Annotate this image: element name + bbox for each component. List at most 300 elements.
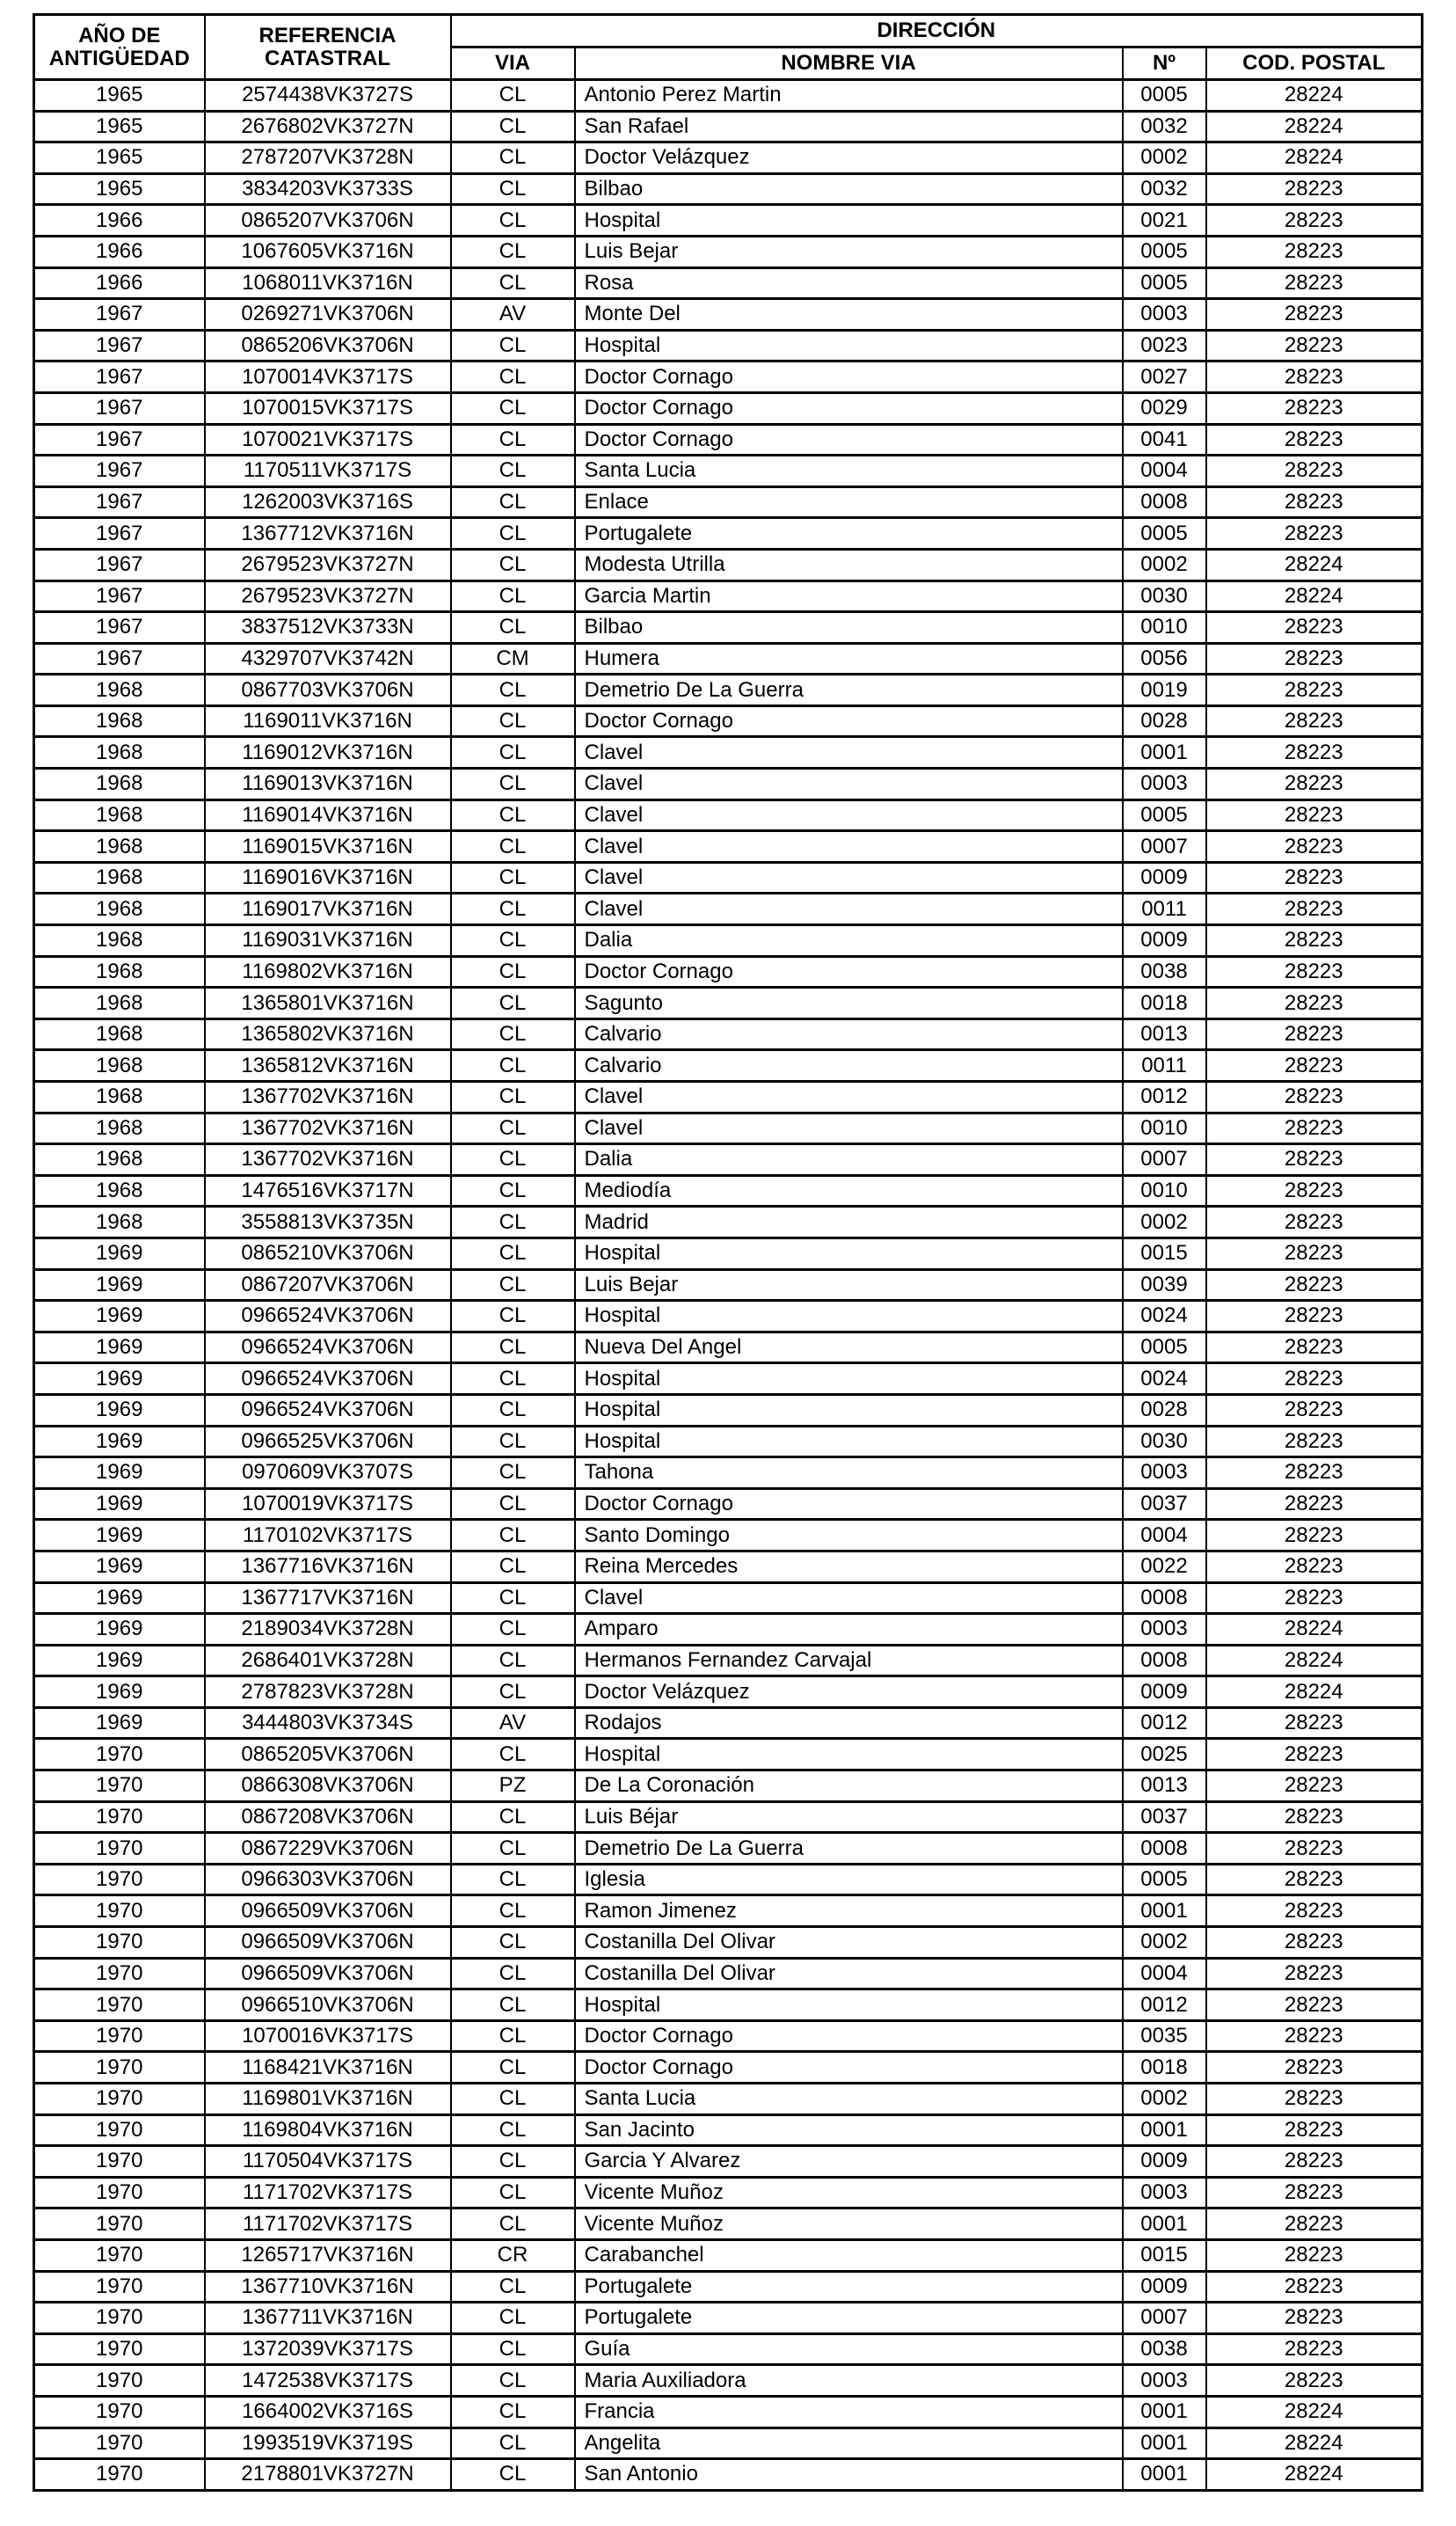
reference-cell: 0966524VK3706N [205,1394,451,1426]
street-name-cell: Francia [575,2396,1123,2427]
street-name-cell: Clavel [575,1582,1123,1614]
reference-cell: 1170504VK3717S [205,2146,451,2178]
reference-cell: 0865210VK3706N [205,1237,451,1269]
year-cell: 1967 [34,580,205,612]
street-name-cell: Vicente Muñoz [575,2208,1123,2240]
street-name-cell: Portugalete [575,2271,1123,2303]
table-row [34,1332,1423,1363]
postal-code-cell: 28223 [1206,799,1423,831]
street-name-cell: Clavel [575,1113,1123,1144]
via-cell: CL [451,799,575,831]
year-cell: 1968 [34,799,205,831]
year-cell: 1968 [34,1144,205,1176]
header-year [34,15,205,80]
year-cell: 1970 [34,2239,205,2271]
reference-cell: 0966303VK3706N [205,1864,451,1895]
table-row [34,1144,1423,1176]
table-row [34,2239,1423,2271]
street-name-cell: Iglesia [575,1864,1123,1895]
reference-cell: 1367711VK3716N [205,2303,451,2334]
number-cell: 0003 [1123,1614,1206,1646]
postal-code-cell: 28223 [1206,361,1423,393]
via-cell: CL [451,1332,575,1363]
table-row [34,2020,1423,2052]
street-name-cell: Hospital [575,1394,1123,1426]
year-cell: 1968 [34,925,205,957]
header-reference [205,15,451,80]
year-cell: 1970 [34,1864,205,1895]
year-cell: 1965 [34,80,205,112]
street-name-cell: Luis Bejar [575,1269,1123,1301]
via-cell: CL [451,1269,575,1301]
number-cell: 0018 [1123,988,1206,1019]
reference-cell: 3837512VK3733N [205,612,451,644]
year-cell: 1969 [34,1614,205,1646]
year-cell: 1968 [34,705,205,737]
reference-cell: 0966524VK3706N [205,1363,451,1395]
street-name-cell: Hospital [575,205,1123,237]
year-cell: 1969 [34,1426,205,1457]
table-row [34,1082,1423,1113]
postal-code-cell: 28223 [1206,2271,1423,2303]
postal-code-cell: 28223 [1206,236,1423,267]
number-cell: 0023 [1123,330,1206,361]
year-cell: 1967 [34,643,205,675]
postal-code-cell: 28223 [1206,1207,1423,1238]
postal-code-cell: 28223 [1206,1989,1423,2021]
table-row [34,1394,1423,1426]
via-cell: CL [451,2427,575,2459]
postal-code-cell: 28223 [1206,2146,1423,2178]
street-name-cell: Calvario [575,1018,1123,1050]
street-name-cell: San Jacinto [575,2114,1123,2146]
via-cell: CL [451,549,575,580]
via-cell: CL [451,1614,575,1646]
year-cell: 1968 [34,769,205,800]
table-row [34,173,1423,205]
street-name-cell: Sagunto [575,988,1123,1019]
table-row [34,1582,1423,1614]
year-cell: 1969 [34,1707,205,1739]
table-row [34,956,1423,988]
number-cell: 0002 [1123,1927,1206,1959]
via-cell: CL [451,1582,575,1614]
postal-code-cell: 28223 [1206,1833,1423,1865]
via-cell: CL [451,1488,575,1520]
reference-cell: 2686401VK3728N [205,1645,451,1676]
table-row [34,236,1423,267]
table-row [34,2396,1423,2427]
year-cell: 1965 [34,142,205,174]
reference-cell: 1476516VK3717N [205,1175,451,1207]
street-name-cell: Demetrio De La Guerra [575,1833,1123,1865]
postal-code-cell: 28223 [1206,925,1423,957]
reference-cell: 1265717VK3716N [205,2239,451,2271]
year-cell: 1967 [34,392,205,424]
table-row [34,1269,1423,1301]
reference-cell: 1367710VK3716N [205,2271,451,2303]
postal-code-cell: 28223 [1206,1770,1423,1802]
postal-code-cell: 28223 [1206,1739,1423,1770]
year-cell: 1970 [34,2333,205,2365]
street-name-cell: Maria Auxiliadora [575,2365,1123,2397]
year-cell: 1967 [34,424,205,456]
via-cell: CL [451,1144,575,1176]
postal-code-cell: 28223 [1206,205,1423,237]
reference-cell: 1169011VK3716N [205,705,451,737]
postal-code-cell: 28223 [1206,1082,1423,1113]
reference-cell: 1365801VK3716N [205,988,451,1019]
table-body [34,80,1423,2491]
year-cell: 1970 [34,1958,205,1989]
via-cell: CL [451,1050,575,1082]
table-row [34,1989,1423,2021]
via-cell: CL [451,2271,575,2303]
table-row [34,1958,1423,1989]
number-cell: 0005 [1123,799,1206,831]
reference-cell: 0966509VK3706N [205,1927,451,1959]
year-cell: 1967 [34,612,205,644]
via-cell: CL [451,392,575,424]
via-cell: CL [451,518,575,550]
street-name-cell: Amparo [575,1614,1123,1646]
via-cell: CL [451,2208,575,2240]
year-cell: 1969 [34,1269,205,1301]
year-cell: 1969 [34,1301,205,1332]
year-cell: 1970 [34,1739,205,1770]
number-cell: 0032 [1123,173,1206,205]
via-cell: CL [451,1237,575,1269]
reference-cell: 1070014VK3717S [205,361,451,393]
number-cell: 0013 [1123,1018,1206,1050]
via-cell: CL [451,1113,575,1144]
via-cell: CM [451,643,575,675]
reference-cell: 0865205VK3706N [205,1739,451,1770]
number-cell: 0002 [1123,142,1206,174]
via-cell: CL [451,1551,575,1582]
reference-cell: 1372039VK3717S [205,2333,451,2365]
reference-cell: 0269271VK3706N [205,299,451,331]
postal-code-cell: 28224 [1206,549,1423,580]
number-cell: 0003 [1123,1457,1206,1489]
table-row [34,675,1423,706]
postal-code-cell: 28223 [1206,267,1423,299]
postal-code-cell: 28223 [1206,1301,1423,1332]
number-cell: 0024 [1123,1301,1206,1332]
street-name-cell: Clavel [575,831,1123,863]
year-cell: 1970 [34,2146,205,2178]
reference-cell: 1169801VK3716N [205,2084,451,2115]
number-cell: 0008 [1123,1833,1206,1865]
via-cell: CL [451,142,575,174]
number-cell: 0004 [1123,1520,1206,1551]
number-cell: 0007 [1123,2303,1206,2334]
header-numero: Nº [1123,47,1206,80]
number-cell: 0037 [1123,1488,1206,1520]
street-name-cell: Clavel [575,769,1123,800]
postal-code-cell: 28223 [1206,2052,1423,2084]
reference-cell: 0865206VK3706N [205,330,451,361]
postal-code-cell: 28224 [1206,2459,1423,2491]
reference-cell: 1170511VK3717S [205,456,451,487]
postal-code-cell: 28223 [1206,1175,1423,1207]
reference-cell: 3444803VK3734S [205,1707,451,1739]
via-cell: CL [451,737,575,769]
street-name-cell: Reina Mercedes [575,1551,1123,1582]
via-cell: CL [451,1927,575,1959]
reference-cell: 0867703VK3706N [205,675,451,706]
street-name-cell: Doctor Cornago [575,2052,1123,2084]
reference-cell: 1070021VK3717S [205,424,451,456]
postal-code-cell: 28224 [1206,2396,1423,2427]
street-name-cell: Humera [575,643,1123,675]
number-cell: 0004 [1123,456,1206,487]
street-name-cell: Hospital [575,1237,1123,1269]
table-row [34,1833,1423,1865]
table-row [34,2177,1423,2208]
table-row [34,1488,1423,1520]
postal-code-cell: 28223 [1206,1927,1423,1959]
table-row [34,1363,1423,1395]
header-via: VIA [451,47,575,80]
reference-cell: 1168421VK3716N [205,2052,451,2084]
street-name-cell: Madrid [575,1207,1123,1238]
street-name-cell: Hospital [575,1301,1123,1332]
number-cell: 0013 [1123,1770,1206,1802]
number-cell: 0039 [1123,1269,1206,1301]
postal-code-cell: 28223 [1206,2239,1423,2271]
postal-code-cell: 28223 [1206,2365,1423,2397]
header-nombre-via: NOMBRE VIA [575,47,1123,80]
reference-cell: 2574438VK3727S [205,80,451,112]
number-cell: 0010 [1123,1175,1206,1207]
postal-code-cell: 28223 [1206,330,1423,361]
via-cell: CL [451,705,575,737]
number-cell: 0005 [1123,1332,1206,1363]
number-cell: 0011 [1123,894,1206,925]
reference-cell: 1169012VK3716N [205,737,451,769]
via-cell: CL [451,862,575,894]
street-name-cell: Doctor Cornago [575,392,1123,424]
reference-cell: 1169017VK3716N [205,894,451,925]
year-cell: 1969 [34,1488,205,1520]
postal-code-cell: 28223 [1206,675,1423,706]
table-row [34,80,1423,112]
table-row [34,1739,1423,1770]
reference-cell: 1993519VK3719S [205,2427,451,2459]
reference-cell: 2679523VK3727N [205,580,451,612]
street-name-cell: Guía [575,2333,1123,2365]
via-cell: CL [451,769,575,800]
reference-cell: 1070016VK3717S [205,2020,451,2052]
table-row [34,111,1423,142]
year-cell: 1970 [34,1833,205,1865]
year-cell: 1967 [34,518,205,550]
number-cell: 0002 [1123,1207,1206,1238]
postal-code-cell: 28223 [1206,2114,1423,2146]
table-row [34,518,1423,550]
postal-code-cell: 28223 [1206,173,1423,205]
table-row [34,1520,1423,1551]
year-cell: 1969 [34,1645,205,1676]
postal-code-cell: 28223 [1206,1551,1423,1582]
reference-cell: 1169016VK3716N [205,862,451,894]
year-cell: 1968 [34,675,205,706]
number-cell: 0015 [1123,1237,1206,1269]
reference-cell: 2189034VK3728N [205,1614,451,1646]
via-cell: CL [451,2459,575,2491]
street-name-cell: Garcia Martin [575,580,1123,612]
postal-code-cell: 28223 [1206,612,1423,644]
postal-code-cell: 28223 [1206,424,1423,456]
postal-code-cell: 28223 [1206,1457,1423,1489]
table-row [34,2146,1423,2178]
number-cell: 0021 [1123,205,1206,237]
table-row [34,2208,1423,2240]
year-cell: 1968 [34,956,205,988]
via-cell: CR [451,2239,575,2271]
via-cell: CL [451,2303,575,2334]
number-cell: 0030 [1123,1426,1206,1457]
street-name-cell: De La Coronación [575,1770,1123,1802]
year-cell: 1970 [34,1927,205,1959]
street-name-cell: Bilbao [575,612,1123,644]
year-cell: 1970 [34,2396,205,2427]
via-cell: CL [451,1394,575,1426]
street-name-cell: Costanilla Del Olivar [575,1927,1123,1959]
street-name-cell: Hermanos Fernandez Carvajal [575,1645,1123,1676]
via-cell: CL [451,2333,575,2365]
number-cell: 0041 [1123,424,1206,456]
via-cell: CL [451,1082,575,1113]
table-row [34,2459,1423,2491]
table-row [34,705,1423,737]
street-name-cell: Clavel [575,737,1123,769]
reference-cell: 1367716VK3716N [205,1551,451,1582]
via-cell: CL [451,2084,575,2115]
table-row [34,1457,1423,1489]
street-name-cell: Clavel [575,799,1123,831]
postal-code-cell: 28223 [1206,1113,1423,1144]
table-row [34,643,1423,675]
postal-code-cell: 28223 [1206,2333,1423,2365]
street-name-cell: Demetrio De La Guerra [575,675,1123,706]
number-cell: 0015 [1123,2239,1206,2271]
street-name-cell: Rodajos [575,1707,1123,1739]
via-cell: CL [451,424,575,456]
table-row [34,330,1423,361]
street-name-cell: Luis Béjar [575,1801,1123,1833]
table-row [34,862,1423,894]
year-cell: 1965 [34,111,205,142]
postal-code-cell: 28223 [1206,894,1423,925]
via-cell: CL [451,988,575,1019]
number-cell: 0005 [1123,236,1206,267]
reference-cell: 1171702VK3717S [205,2177,451,2208]
postal-code-cell: 28223 [1206,1707,1423,1739]
year-cell: 1969 [34,1582,205,1614]
number-cell: 0024 [1123,1363,1206,1395]
via-cell: CL [451,330,575,361]
street-name-cell: Portugalete [575,2303,1123,2334]
table-row [34,894,1423,925]
table-row [34,1175,1423,1207]
number-cell: 0009 [1123,1676,1206,1708]
via-cell: PZ [451,1770,575,1802]
reference-cell: 1365802VK3716N [205,1018,451,1050]
street-name-cell: Santa Lucia [575,456,1123,487]
postal-code-cell: 28223 [1206,705,1423,737]
year-cell: 1970 [34,1801,205,1833]
table-row [34,2427,1423,2459]
year-cell: 1968 [34,1113,205,1144]
number-cell: 0056 [1123,643,1206,675]
reference-cell: 1367712VK3716N [205,518,451,550]
street-name-cell: Garcia Y Alvarez [575,2146,1123,2178]
postal-code-cell: 28223 [1206,956,1423,988]
number-cell: 0009 [1123,2146,1206,2178]
street-name-cell: Doctor Cornago [575,424,1123,456]
table-row [34,361,1423,393]
number-cell: 0009 [1123,925,1206,957]
street-name-cell: Bilbao [575,173,1123,205]
street-name-cell: Dalia [575,1144,1123,1176]
postal-code-cell: 28223 [1206,456,1423,487]
number-cell: 0001 [1123,2208,1206,2240]
number-cell: 0012 [1123,1082,1206,1113]
header-direccion: DIRECCIÓN [451,15,1423,47]
postal-code-cell: 28223 [1206,1864,1423,1895]
street-name-cell: Monte Del [575,299,1123,331]
via-cell: CL [451,1958,575,1989]
year-cell: 1966 [34,236,205,267]
year-cell: 1968 [34,988,205,1019]
number-cell: 0001 [1123,1895,1206,1927]
reference-cell: 0865207VK3706N [205,205,451,237]
postal-code-cell: 28224 [1206,1645,1423,1676]
table-row [34,142,1423,174]
via-cell: CL [451,1895,575,1927]
year-cell: 1968 [34,1175,205,1207]
year-cell: 1969 [34,1676,205,1708]
number-cell: 0002 [1123,2084,1206,2115]
via-cell: CL [451,1301,575,1332]
table-row [34,2271,1423,2303]
street-name-cell: Nueva Del Angel [575,1332,1123,1363]
reference-cell: 2676802VK3727N [205,111,451,142]
year-cell: 1968 [34,894,205,925]
number-cell: 0003 [1123,769,1206,800]
table-row [34,1895,1423,1927]
table-row [34,1237,1423,1269]
postal-code-cell: 28223 [1206,769,1423,800]
reference-cell: 1171702VK3717S [205,2208,451,2240]
postal-code-cell: 28224 [1206,80,1423,112]
number-cell: 0010 [1123,1113,1206,1144]
number-cell: 0001 [1123,737,1206,769]
table-row [34,2303,1423,2334]
number-cell: 0038 [1123,956,1206,988]
via-cell: CL [451,1739,575,1770]
year-cell: 1969 [34,1457,205,1489]
postal-code-cell: 28223 [1206,2084,1423,2115]
postal-code-cell: 28223 [1206,299,1423,331]
reference-cell: 3558813VK3735N [205,1207,451,1238]
via-cell: CL [451,1989,575,2021]
number-cell: 0028 [1123,1394,1206,1426]
reference-cell: 3834203VK3733S [205,173,451,205]
via-cell: AV [451,1707,575,1739]
